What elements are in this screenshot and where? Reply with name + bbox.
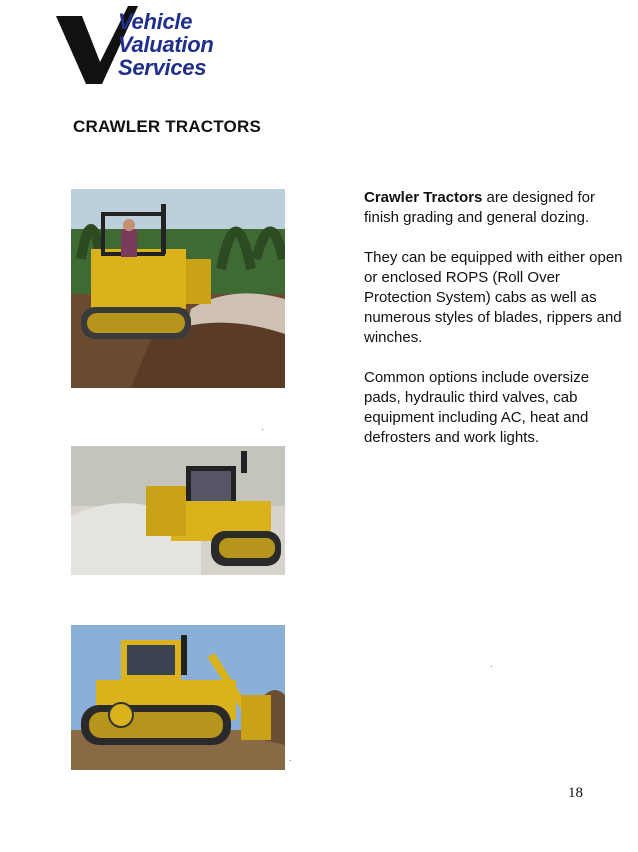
intro-term: Crawler Tractors <box>364 189 483 206</box>
paragraph-equipment: They can be equipped with either open or enclosed ROPS (Roll Over Protection System) cabs as well as numerous styles of blades, rippers and winches. <box>364 249 623 346</box>
description-text <box>364 188 628 468</box>
logo-line-2: Valuation <box>118 32 214 57</box>
page-title: CRAWLER TRACTORS <box>73 117 261 136</box>
scan-speck <box>290 760 291 761</box>
photo-crawler-dozer-rocky <box>71 446 285 575</box>
logo-line-1: Vehicle <box>118 9 193 34</box>
photo-large-crawler-dozer <box>71 625 285 770</box>
logo-wordmark <box>118 10 248 79</box>
paragraph-intro <box>364 188 628 228</box>
company-logo <box>56 4 246 86</box>
intro-text: are designed for finish grading and general dozing. <box>364 189 595 226</box>
paragraph-options: Common options include oversize pads, hydraulic third valves, cab equipment including AC, heat and defrosters and work lights. <box>364 369 590 446</box>
scan-speck <box>491 666 492 667</box>
photo-small-crawler-tractor <box>71 189 285 388</box>
logo-line-3: Services <box>118 55 207 80</box>
page-number: 18 <box>568 785 583 801</box>
scan-speck <box>262 429 263 430</box>
